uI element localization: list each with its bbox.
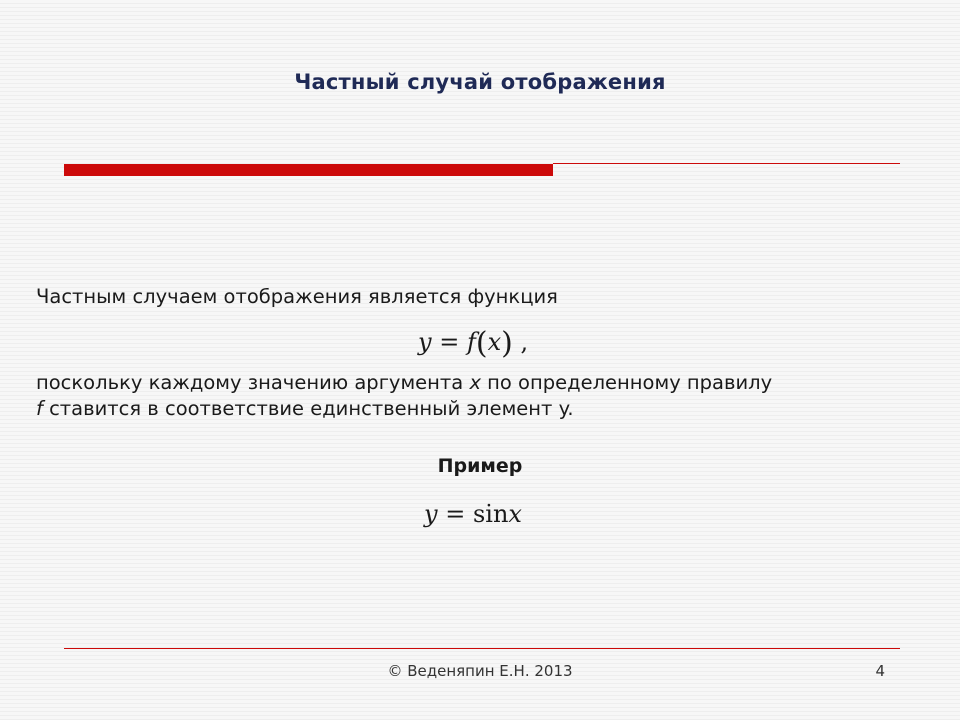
body-line-1 [36, 370, 772, 396]
slide-title: Частный случай отображения [294, 70, 666, 94]
footer-divider [64, 648, 900, 649]
example-label: Пример [437, 455, 523, 477]
formula-equals: = [439, 328, 460, 356]
formula-func: f [466, 328, 476, 356]
page-number: 4 [875, 662, 885, 680]
title-divider-thin [553, 163, 900, 164]
formula-open-paren: ( [475, 326, 488, 361]
body-line-2 [36, 396, 574, 422]
intro-text: Частным случаем отображения является функция [36, 285, 558, 308]
body-line-1-part1: поскольку каждому значению аргумента [36, 371, 470, 394]
example-func: sin [472, 500, 509, 528]
formula-trailing-comma: , [520, 328, 529, 356]
body-line-1-part2: по определенному правилу [480, 371, 773, 394]
body-line-1-var: x [469, 371, 481, 394]
body-line-2-part: ставится в соответствие единственный элемент y. [42, 397, 574, 420]
title-divider-thick [64, 164, 553, 176]
formula-example [424, 500, 522, 528]
example-lhs: y [424, 500, 438, 528]
example-arg: x [508, 500, 522, 528]
formula-close-paren: ) [501, 326, 513, 361]
formula-arg: x [487, 328, 502, 356]
footer-copyright: © Веденяпин Е.Н. 2013 [387, 662, 573, 680]
example-equals: = [445, 500, 466, 528]
formula-function [418, 326, 528, 361]
formula-lhs: y [418, 328, 432, 356]
body-line-2-var: f [36, 397, 43, 420]
